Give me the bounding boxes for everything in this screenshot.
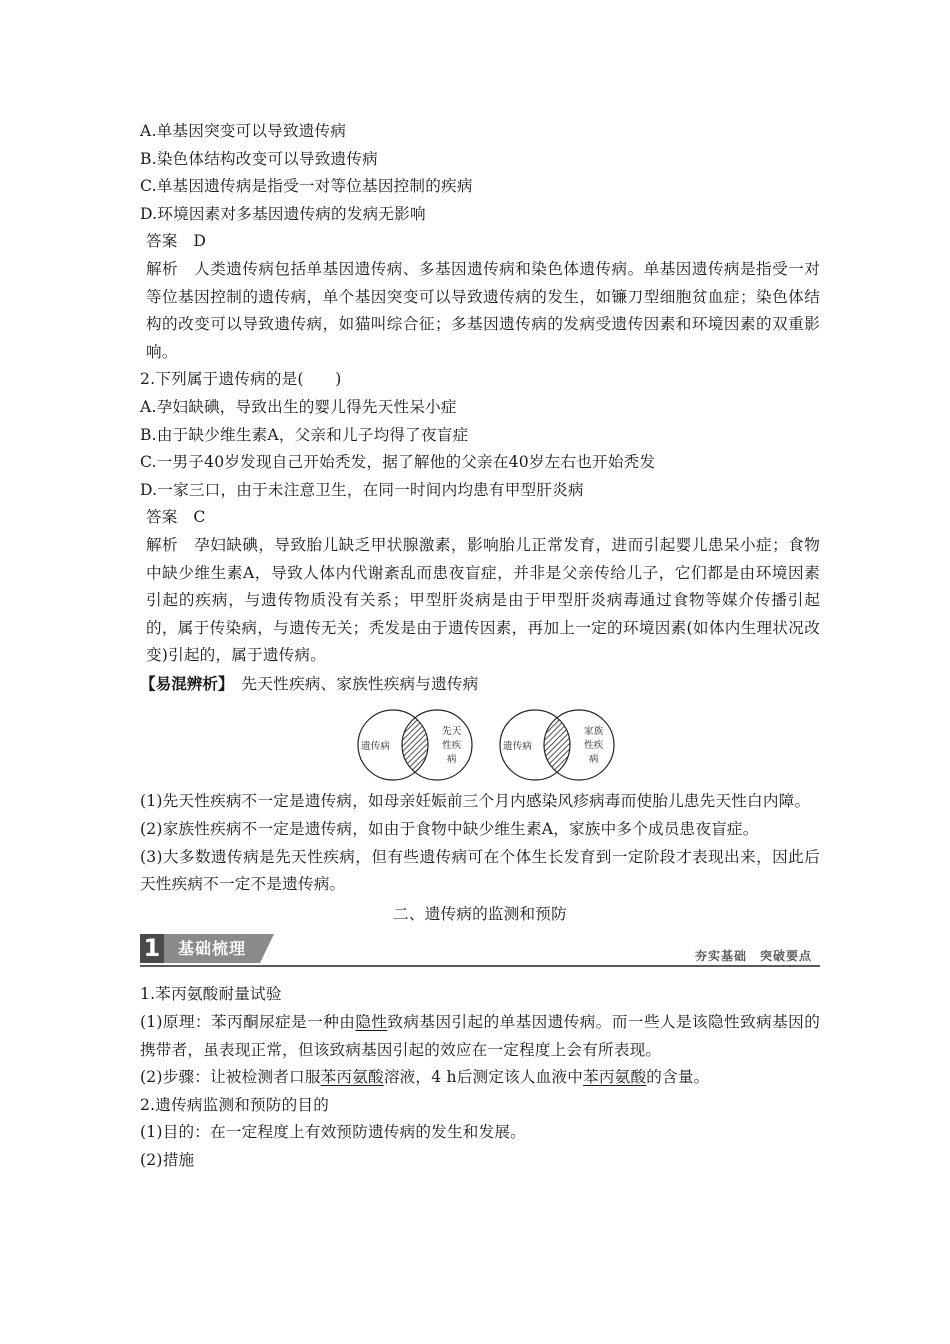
q1-answer: 答案 D: [146, 232, 207, 251]
item2-title: 2.遗传病监测和预防的目的: [140, 1095, 330, 1114]
q1-option-d: D.环境因素对多基因遗传病的发病无影响: [140, 204, 426, 223]
principle-text-a: (1)原理：苯丙酮尿症是一种由: [140, 1013, 356, 1032]
confusion-heading: [140, 670, 820, 699]
q2-stem: 2.下列属于遗传病的是( ): [140, 370, 342, 389]
q2-analysis: 解析 孕妇缺碘，导致胎儿缺乏甲状腺激素，影响胎儿正常发育，进而引起婴儿患呆小症；食物中缺少维生素A，导致人体内代谢紊乱而患夜盲症，并非是父亲传给儿子，它们都是由环境因素引起的疾病，与遗传物质没有关系；甲型肝炎病是由于甲型肝炎病毒通过食物等媒介传播引起的，属于传染病，与遗传无关；秃发是由于遗传因素，再加上一定的环境因素(如体内生理状况改变)引起的，属于遗传病。: [146, 535, 820, 665]
measures-paragraph: (2)措施: [140, 1151, 195, 1169]
venn2-right-label-2: 性疾: [584, 740, 604, 752]
venn2-right-label-1: 家族: [584, 726, 604, 738]
confusion-point-2: (2)家族性疾病不一定是遗传病，如由于食物中缺少维生素A，家族中多个成员患夜盲症。: [140, 820, 759, 839]
venn2-right-label-3: 病: [589, 754, 599, 766]
q2-option-c: C.一男子40岁发现自己开始秃发，据了解他的父亲在40岁左右也开始秃发: [140, 453, 656, 472]
steps-blank-1: 苯丙氨酸: [320, 1068, 384, 1087]
section-title: 二、遗传病的监测和预防: [393, 904, 567, 923]
document-body: [140, 118, 820, 1175]
q2-option-b: B.由于缺少维生素A，父亲和儿子均得了夜盲症: [140, 425, 469, 444]
steps-text-a: (2)步骤：让被检测者口服: [140, 1068, 321, 1087]
banner-subtitle: 夯实基础 突破要点: [694, 949, 812, 964]
banner-slant: [260, 934, 274, 963]
confusion-point-1: (1)先天性疾病不一定是遗传病，如母亲妊娠前三个月内感染风疹病毒而使胎儿患先天性白内障。: [140, 792, 811, 811]
q1-option-b: B.染色体结构改变可以导致遗传病: [140, 149, 378, 168]
principle-text-b: 致病基因引起的单基因遗传病。而一些人是该隐性致病基因的携带者，虽表现正常，但该致病基因引起的效应在一定程度上会有所表现。: [140, 1013, 821, 1059]
venn-diagram-familial: [497, 708, 617, 782]
purpose-paragraph: (1)目的：在一定程度上有效预防遗传病的发生和发展。: [140, 1123, 526, 1142]
q2-answer: 答案 C: [146, 508, 206, 527]
venn2-left-label: 遗传病: [503, 741, 533, 753]
item1-title: 1.苯丙氨酸耐量试验: [140, 985, 282, 1004]
venn1-right-label-2: 性疾: [442, 740, 462, 752]
principle-blank: 隐性: [355, 1013, 388, 1032]
q2-option-a: A.孕妇缺碘，导致出生的婴儿得先天性呆小症: [140, 397, 457, 416]
confusion-point-3: (3)大多数遗传病是先天性疾病，但有些遗传病可在个体生长发育到一定阶段才表现出来，因此后天性疾病不一定不是遗传病。: [140, 847, 820, 894]
confusion-title: 先天性疾病、家族性疾病与遗传病: [225, 674, 479, 693]
q1-option-a: A.单基因突变可以导致遗传病: [140, 122, 347, 140]
venn1-left-label: 遗传病: [361, 741, 391, 753]
steps-text-b: 溶液，4 h后测定该人血液中: [383, 1068, 584, 1087]
venn-diagrams: [355, 708, 820, 782]
q2-option-d: D.一家三口，由于未注意卫生，在同一时间内均患有甲型肝炎病: [140, 480, 584, 499]
q1-option-c: C.单基因遗传病是指受一对等位基因控制的疾病: [140, 177, 473, 196]
section-banner: [140, 934, 820, 967]
confusion-tag: 【易混辨析】: [140, 673, 226, 693]
steps-text-c: 的含量。: [646, 1068, 710, 1087]
banner-title: 基础梳理: [164, 934, 260, 963]
q1-analysis: 解析 人类遗传病包括单基因遗传病、多基因遗传病和染色体遗传病。单基因遗传病是指受一对等位基因控制的遗传病，单个基因突变可以导致遗传病的发生，如镰刀型细胞贫血症；染色体结构的改变可以导致遗传病，如猫叫综合征；多基因遗传病的发病受遗传因素和环境因素的双重影响。: [146, 259, 820, 361]
venn1-right-label-1: 先天: [442, 726, 462, 738]
venn-diagram-congenital: [355, 708, 475, 782]
steps-paragraph: [140, 1064, 820, 1092]
banner-number: 1: [140, 934, 164, 963]
venn1-right-label-3: 病: [447, 754, 457, 766]
principle-paragraph: [140, 1009, 820, 1064]
steps-blank-2: 苯丙氨酸: [583, 1068, 647, 1087]
